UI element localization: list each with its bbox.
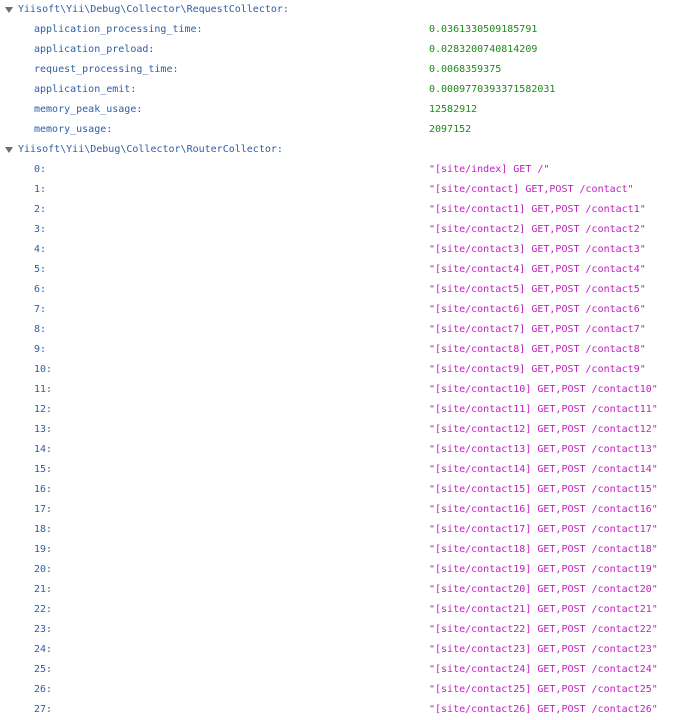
tree-row: [0, 600, 678, 620]
tree-row: [0, 340, 678, 360]
entry-key: 0:: [34, 164, 47, 175]
tree-row: [0, 680, 678, 700]
entry-value: "[site/contact24] GET,POST /contact24": [429, 664, 658, 675]
tree-row: [0, 20, 678, 40]
tree-row: [0, 640, 678, 660]
entry-key: 24:: [34, 644, 53, 655]
tree-row: [0, 60, 678, 80]
entry-key: 19:: [34, 544, 53, 555]
entry-value: "[site/contact5] GET,POST /contact5": [429, 284, 646, 295]
tree-row: [0, 500, 678, 520]
request-collector-title: Yiisoft\Yii\Debug\Collector\RequestCollector:: [18, 4, 289, 15]
entry-key: memory_usage:: [34, 124, 113, 135]
tree-row: [0, 320, 678, 340]
entry-key: 11:: [34, 384, 53, 395]
tree-row: [0, 160, 678, 180]
entry-key: 3:: [34, 224, 47, 235]
tree-row: [0, 520, 678, 540]
entry-value: "[site/contact21] GET,POST /contact21": [429, 604, 658, 615]
tree-row: [0, 380, 678, 400]
entry-key: 2:: [34, 204, 47, 215]
tree-row: [0, 240, 678, 260]
entry-value: 0.0283200740814209: [429, 44, 538, 55]
entry-key: 23:: [34, 624, 53, 635]
entry-key: application_emit:: [34, 84, 137, 95]
tree-row: [0, 40, 678, 60]
tree-row: [0, 260, 678, 280]
tree-row: [0, 620, 678, 640]
request-collector-entries: [0, 20, 678, 140]
entry-key: application_preload:: [34, 44, 155, 55]
tree-row: [0, 400, 678, 420]
entry-value: "[site/contact2] GET,POST /contact2": [429, 224, 646, 235]
entry-key: 22:: [34, 604, 53, 615]
entry-value: "[site/contact3] GET,POST /contact3": [429, 244, 646, 255]
entry-value: "[site/contact14] GET,POST /contact14": [429, 464, 658, 475]
entry-key: 18:: [34, 524, 53, 535]
caret-down-icon[interactable]: [5, 7, 13, 13]
entry-value: "[site/contact12] GET,POST /contact12": [429, 424, 658, 435]
entry-key: 10:: [34, 364, 53, 375]
entry-key: request_processing_time:: [34, 64, 179, 75]
caret-down-icon[interactable]: [5, 147, 13, 153]
entry-value: 0.0068359375: [429, 64, 502, 75]
entry-key: 8:: [34, 324, 47, 335]
entry-value: "[site/contact4] GET,POST /contact4": [429, 264, 646, 275]
entry-key: 7:: [34, 304, 47, 315]
tree-row: [0, 360, 678, 380]
entry-value: "[site/contact] GET,POST /contact": [429, 184, 634, 195]
entry-value: "[site/contact8] GET,POST /contact8": [429, 344, 646, 355]
tree-row: [0, 700, 678, 720]
router-collector-header[interactable]: [0, 140, 678, 160]
entry-value: "[site/contact15] GET,POST /contact15": [429, 484, 658, 495]
router-collector-title: Yiisoft\Yii\Debug\Collector\RouterCollector:: [18, 144, 283, 155]
entry-value: "[site/contact25] GET,POST /contact25": [429, 684, 658, 695]
entry-key: memory_peak_usage:: [34, 104, 143, 115]
tree-row: [0, 420, 678, 440]
tree-row: [0, 440, 678, 460]
entry-value: "[site/contact1] GET,POST /contact1": [429, 204, 646, 215]
entry-value: 12582912: [429, 104, 478, 115]
entry-key: 6:: [34, 284, 47, 295]
entry-key: 15:: [34, 464, 53, 475]
tree-row: [0, 280, 678, 300]
entry-value: "[site/index] GET /": [429, 164, 550, 175]
entry-key: 26:: [34, 684, 53, 695]
entry-value: "[site/contact13] GET,POST /contact13": [429, 444, 658, 455]
router-collector-entries: [0, 160, 678, 720]
tree-row: [0, 460, 678, 480]
entry-key: 20:: [34, 564, 53, 575]
tree-row: [0, 560, 678, 580]
entry-key: 16:: [34, 484, 53, 495]
entry-value: "[site/contact19] GET,POST /contact19": [429, 564, 658, 575]
entry-value: "[site/contact18] GET,POST /contact18": [429, 544, 658, 555]
tree-row: [0, 660, 678, 680]
entry-value: 0.0009770393371582031: [429, 84, 556, 95]
entry-key: application_processing_time:: [34, 24, 203, 35]
entry-value: "[site/contact11] GET,POST /contact11": [429, 404, 658, 415]
tree-row: [0, 200, 678, 220]
entry-value: "[site/contact9] GET,POST /contact9": [429, 364, 646, 375]
tree-row: [0, 80, 678, 100]
tree-row: [0, 300, 678, 320]
entry-key: 4:: [34, 244, 47, 255]
entry-value: "[site/contact10] GET,POST /contact10": [429, 384, 658, 395]
entry-key: 12:: [34, 404, 53, 415]
entry-key: 9:: [34, 344, 47, 355]
entry-value: "[site/contact16] GET,POST /contact16": [429, 504, 658, 515]
tree-row: [0, 120, 678, 140]
tree-row: [0, 480, 678, 500]
entry-value: "[site/contact6] GET,POST /contact6": [429, 304, 646, 315]
request-collector-header[interactable]: [0, 0, 678, 20]
entry-value: "[site/contact22] GET,POST /contact22": [429, 624, 658, 635]
entry-key: 14:: [34, 444, 53, 455]
tree-row: [0, 100, 678, 120]
tree-row: [0, 180, 678, 200]
entry-value: "[site/contact20] GET,POST /contact20": [429, 584, 658, 595]
entry-value: "[site/contact7] GET,POST /contact7": [429, 324, 646, 335]
tree-row: [0, 580, 678, 600]
entry-key: 25:: [34, 664, 53, 675]
entry-key: 5:: [34, 264, 47, 275]
tree-row: [0, 540, 678, 560]
entry-key: 13:: [34, 424, 53, 435]
entry-value: "[site/contact23] GET,POST /contact23": [429, 644, 658, 655]
entry-key: 17:: [34, 504, 53, 515]
tree-row: [0, 220, 678, 240]
entry-key: 1:: [34, 184, 47, 195]
entry-value: 2097152: [429, 124, 472, 135]
entry-value: "[site/contact26] GET,POST /contact26": [429, 704, 658, 715]
entry-value: "[site/contact17] GET,POST /contact17": [429, 524, 658, 535]
entry-key: 27:: [34, 704, 53, 715]
entry-value: 0.0361330509185791: [429, 24, 538, 35]
entry-key: 21:: [34, 584, 53, 595]
